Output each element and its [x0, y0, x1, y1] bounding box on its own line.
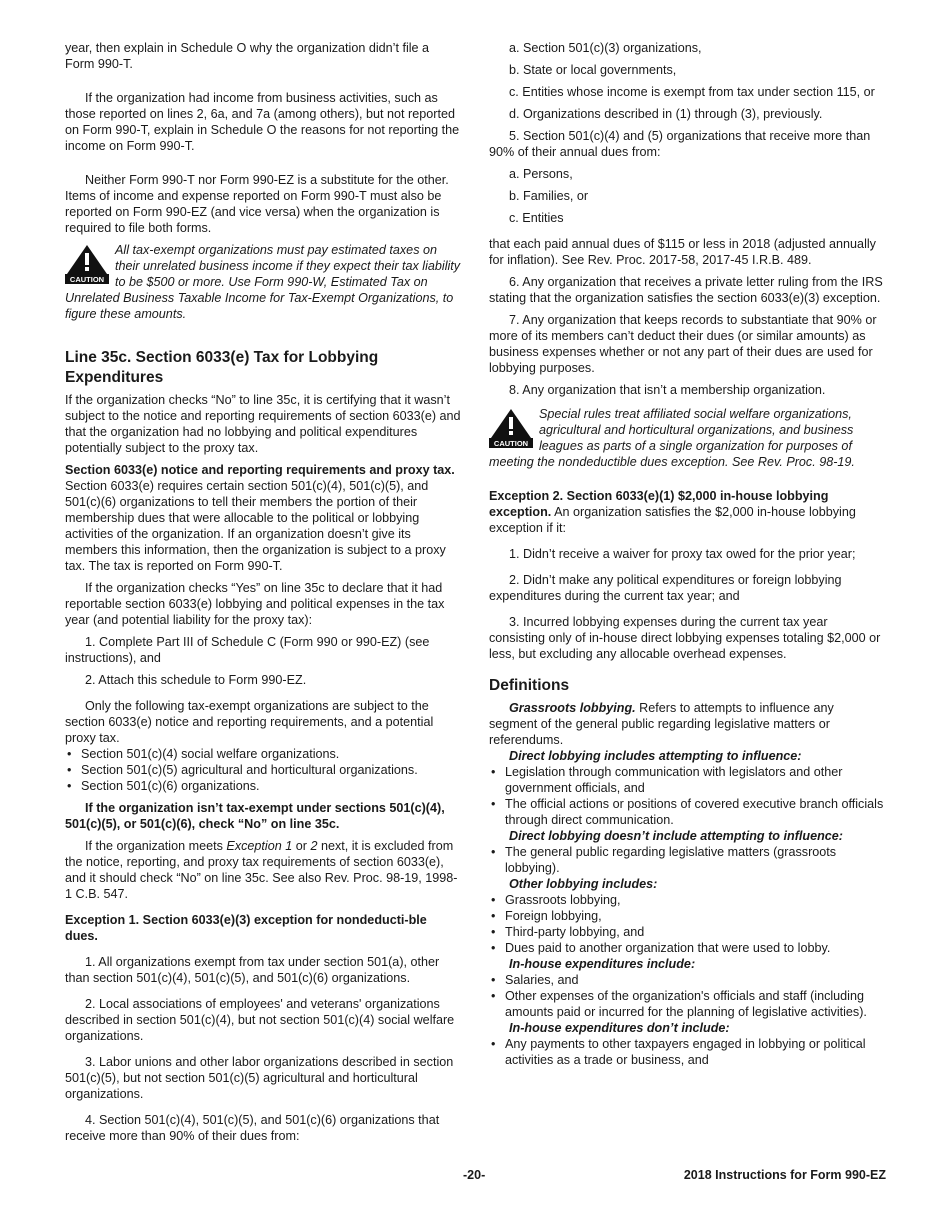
list-item: 8. Any organization that isn’t a membership organization. [509, 383, 826, 397]
list-item: 2. Didn’t make any political expenditures or foreign lobbying expenditures during the current tax year; and [489, 573, 842, 603]
section-heading: Definitions [489, 677, 570, 694]
paragraph: If the organization checks “Yes” on line 35c to declare that it had reportable section 6033(e) lobbying and political expenses in the tax year (and potential liability for the proxy tax): [65, 581, 445, 627]
exception-ref: 2 [310, 839, 318, 853]
paragraph: that each paid annual dues of $115 or less in 2018 (adjusted annually for inflation). See Rev. Proc. 2017-58, 2017-45 I.R.B. 489. [489, 237, 876, 267]
paragraph: year, then explain in Schedule O why the organization didn’t file a Form 990-T. [65, 41, 430, 71]
caution-icon [65, 244, 109, 284]
bullet-item: • Any payments to other taxpayers engaged in lobbying or political activities as a trade or business, and [489, 1036, 885, 1068]
run-in-heading: Section 6033(e) notice and reporting requirements and proxy tax. [65, 463, 455, 477]
bullet-item: • Section 501(c)(5) agricultural and horticultural organizations. [65, 762, 461, 778]
caution-note [65, 242, 461, 322]
bullet-item: • Section 501(c)(4) social welfare organizations. [65, 746, 461, 762]
list-item: 1. All organizations exempt from tax under section 501(a), other than section 501(c)(4), 501(c)(5), and 501(c)(6) organizations. [65, 955, 440, 985]
bullet-item: • Grassroots lobbying, [489, 892, 885, 908]
paragraph [489, 700, 885, 748]
paragraph-text: or [292, 839, 311, 853]
list-item: 3. Incurred lobbying expenses during the current tax year consisting only of in-house direct lobbying expenses totaling $2,000 or less, but excluding any allocable overhead expenses. [489, 615, 881, 661]
paragraph: If the organization checks “No” to line 35c, it is certifying that it wasn’t subject to the notice and reporting requirements of section 6033(e) and that the organization had no lobbying and political expenditures potentially subject to the proxy tax. [65, 393, 461, 455]
paragraph-text: next, it is excluded from the notice, reporting, and proxy tax requirements of section 6033(e), and it should check “No” on line 35c. See also Rev. Proc. 98-19, 1998-1 C.B. 547. [65, 839, 458, 901]
subheading: Direct lobbying includes attempting to influence: [509, 749, 802, 763]
exception-ref: Exception 1 [226, 839, 293, 853]
list-item: 5. Section 501(c)(4) and (5) organizations that receive more than 90% of their annual dues from: [489, 129, 871, 159]
list-item: b. Families, or [509, 189, 589, 203]
list-item: 1. Didn’t receive a waiver for proxy tax owed for the prior year; [509, 547, 856, 561]
list-item: 2. Attach this schedule to Form 990-EZ. [85, 673, 307, 687]
paragraph-text: An organization satisfies the $2,000 in-house lobbying exception if it: [489, 505, 856, 535]
section-heading: Line 35c. Section 6033(e) Tax for Lobbying Expenditures [65, 349, 379, 386]
caution-label: CAUTION [493, 439, 529, 448]
caution-text: All tax-exempt organizations must pay estimated taxes on their unrelated business income if they expect their tax liability to be $500 or more. Use Form 990-W, Estimated Tax on Unrelated Business Taxable Income for Tax-Exempt Organizations, to figure these amounts. [65, 243, 461, 321]
run-in-heading: Grassroots lobbying. [509, 701, 636, 715]
bullet-item: • Legislation through communication with legislators and other government officials, and [489, 764, 885, 796]
run-in-heading: Exception 2. Section 6033(e)(1) $2,000 in-house lobbying exception. [489, 489, 829, 519]
list-item: d. Organizations described in (1) through (3), previously. [509, 107, 823, 121]
subsection-heading: Exception 1. Section 6033(e)(3) exception for nondeducti-ble dues. [65, 913, 427, 943]
list-item: 3. Labor unions and other labor organizations described in section 501(c)(5), but not section 501(c)(5) agricultural and horticultural organizations. [65, 1055, 454, 1101]
list-item: 7. Any organization that keeps records to substantiate that 90% or more of its members can’t deduct their dues (or similar amounts) as business expenses whether or not any part of their dues are used for lobbying purposes. [489, 313, 877, 375]
left-column [65, 40, 461, 1144]
bullet-item: • Other expenses of the organization's officials and staff (including amounts paid or incurred for the planning of legislative activities). [489, 988, 885, 1020]
paragraph: If the organization had income from business activities, such as those reported on lines 2, 6a, and 7a (among others), but not reported on Form 990-T, explain in Schedule O the reasons for not reporting the income on Form 990-T. [65, 91, 460, 153]
list-item: c. Entities [509, 211, 564, 225]
bullet-item: • Dues paid to another organization that were used to lobby. [489, 940, 885, 956]
list-item: 2. Local associations of employees' and veterans' organizations described in section 501(c)(4), but not section 501(c)(4) social welfare organizations. [65, 997, 455, 1043]
page-number: -20- [463, 1168, 486, 1182]
list-item: a. Persons, [509, 167, 573, 181]
paragraph-text: Section 6033(e) requires certain section 501(c)(4), 501(c)(5), and 501(c)(6) organizations to tell their members the portion of their membership dues that were allocable to the political or lobbying activities of the organization. If an organization doesn’t give its members this information, then the organization is subject to a proxy tax. The tax is reported on Form 990-T. [65, 479, 446, 573]
caution-icon [489, 408, 533, 448]
paragraph [65, 462, 461, 574]
list-item: 4. Section 501(c)(4), 501(c)(5), and 501(c)(6) organizations that receive more than 90% of their dues from: [65, 1113, 440, 1143]
list-item: 6. Any organization that receives a private letter ruling from the IRS stating that the organization satisfies the section 6033(e)(3) exception. [489, 275, 883, 305]
right-column [489, 40, 885, 1068]
paragraph: Neither Form 990-T nor Form 990-EZ is a substitute for the other. Items of income and expense reported on Form 990-T must also be reported on Form 990-EZ (and vice versa) when the organization is required to file both forms. [65, 173, 449, 235]
paragraph: Only the following tax-exempt organizations are subject to the section 6033(e) notice and reporting requirements, and a potential proxy tax. [65, 699, 434, 745]
paragraph-text: If the organization meets [85, 839, 227, 853]
paragraph [65, 838, 461, 902]
list-item: a. Section 501(c)(3) organizations, [509, 41, 702, 55]
list-item: c. Entities whose income is exempt from tax under section 115, or [509, 85, 875, 99]
paragraph [489, 488, 885, 536]
subheading: In-house expenditures don’t include: [509, 1021, 730, 1035]
list-item: 1. Complete Part III of Schedule C (Form 990 or 990-EZ) (see instructions), and [65, 635, 430, 665]
list-item: b. State or local governments, [509, 63, 677, 77]
paragraph: If the organization isn’t tax-exempt under sections 501(c)(4), 501(c)(5), or 501(c)(6), check “No” on line 35c. [65, 801, 445, 831]
bullet-item: • Foreign lobbying, [489, 908, 885, 924]
document-title: 2018 Instructions for Form 990-EZ [683, 1168, 886, 1182]
caution-label: CAUTION [69, 275, 105, 284]
subheading: In-house expenditures include: [509, 957, 696, 971]
paragraph-text: Refers to attempts to influence any segment of the general public regarding legislative matters or referendums. [489, 701, 834, 747]
caution-note [489, 406, 885, 470]
subheading: Direct lobbying doesn’t include attempting to influence: [509, 829, 843, 843]
subheading: Other lobbying includes: [509, 877, 658, 891]
caution-text: Special rules treat affiliated social welfare organizations, agricultural and horticultural organizations, and business leagues as parts of a single organization for purposes of meeting the nondeductible dues exception. See Rev. Proc. 98-19. [489, 407, 855, 469]
bullet-item: • The official actions or positions of covered executive branch officials through direct communication. [489, 796, 885, 828]
bullet-item: • Section 501(c)(6) organizations. [65, 778, 461, 794]
bullet-item: • Third-party lobbying, and [489, 924, 885, 940]
bullet-item: • The general public regarding legislative matters (grassroots lobbying). [489, 844, 885, 876]
bullet-item: • Salaries, and [489, 972, 885, 988]
